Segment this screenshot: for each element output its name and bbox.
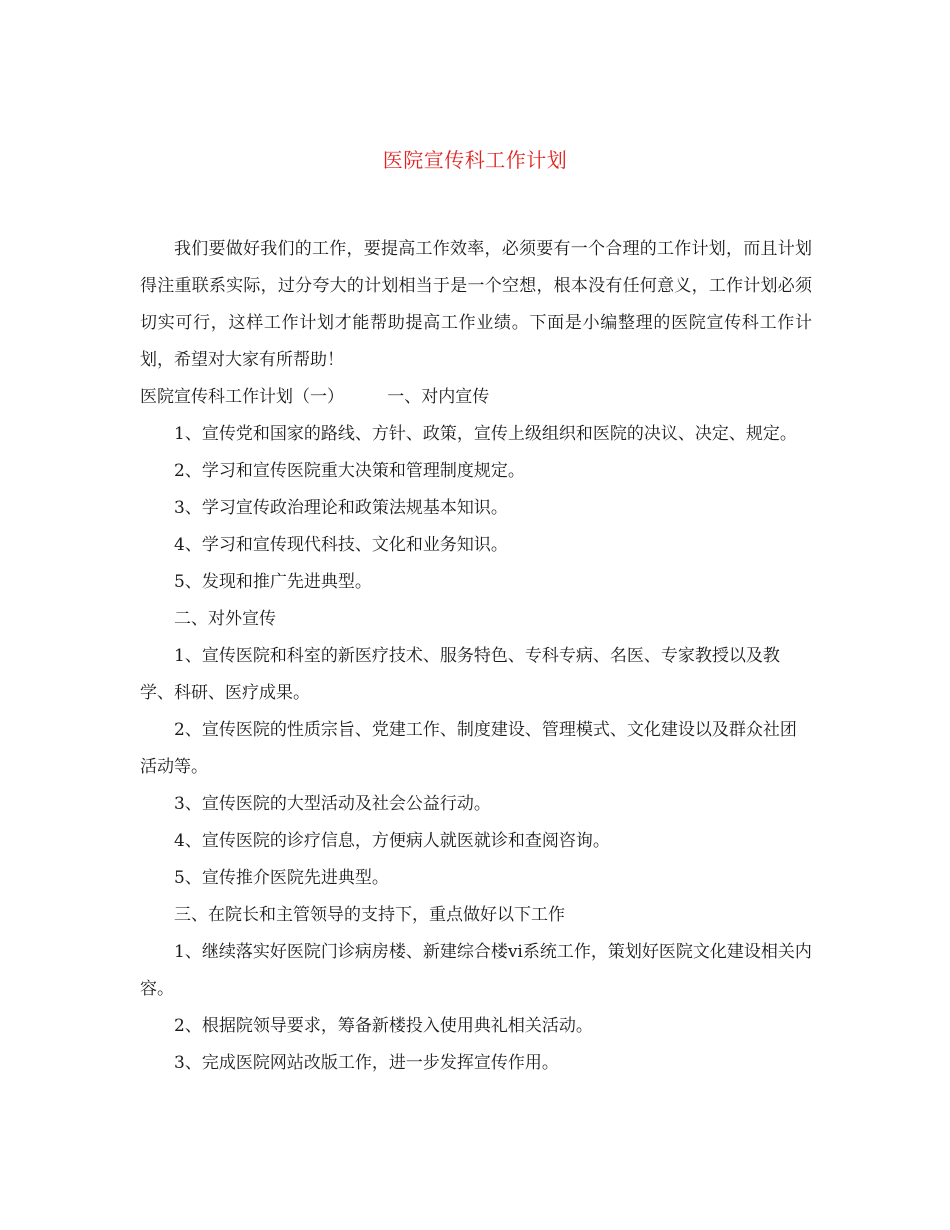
section3-item: 3、完成医院网站改版工作，进一步发挥宣传作用。 [174,1053,559,1073]
section2-item: 4、宣传医院的诊疗信息，方便病人就医就诊和查阅咨询。 [174,831,610,851]
section2-item: 1、宣传医院和科室的新医疗技术、服务特色、专科专病、名医、专家教授以及教学、科研、医疗成果。 [140,646,780,703]
section1-heading: 一、对内宣传 [387,387,490,407]
section2-heading: 二、对外宣传 [174,609,276,629]
section1-item: 2、学习和宣传医院重大决策和管理制度规定。 [174,461,525,481]
section2-item: 5、宣传推介医院先进典型。 [174,868,389,888]
section1-item: 1、宣传党和国家的路线、方针、政策，宣传上级组织和医院的决议、决定、规定。 [174,424,797,444]
section2-item: 2、宣传医院的性质宗旨、党建工作、制度建设、管理模式、文化建设以及群众社团活动等。 [140,720,797,777]
section1-item: 4、学习和宣传现代科技、文化和业务知识。 [174,535,508,555]
subtitle-line [140,379,812,416]
section1-item: 5、发现和推广先进典型。 [174,572,372,592]
document-title: 医院宣传科工作计划 [382,148,568,172]
document-body [140,231,812,1082]
section2-item: 3、宣传医院的大型活动及社会公益行动。 [174,794,491,814]
section3-item: 1、继续落实好医院门诊病房楼、新建综合楼vi系统工作，策划好医院文化建设相关内容。 [140,942,812,999]
plan-subtitle: 医院宣传科工作计划（一） [140,387,344,407]
section3-item: 2、根据院领导要求，筹备新楼投入使用典礼相关活动。 [174,1016,593,1036]
section1-item: 3、学习宣传政治理论和政策法规基本知识。 [174,498,508,518]
intro-paragraph: 我们要做好我们的工作，要提高工作效率，必须要有一个合理的工作计划，而且计划得注重联系实际，过分夸大的计划相当于是一个空想，根本没有任何意义，工作计划必须切实可行，这样工作计划才能帮助提高工作业绩。下面是小编整理的医院宣传科工作计划，希望对大家有所帮助！ [140,239,812,370]
section3-heading: 三、在院长和主管领导的支持下，重点做好以下工作 [174,905,565,925]
